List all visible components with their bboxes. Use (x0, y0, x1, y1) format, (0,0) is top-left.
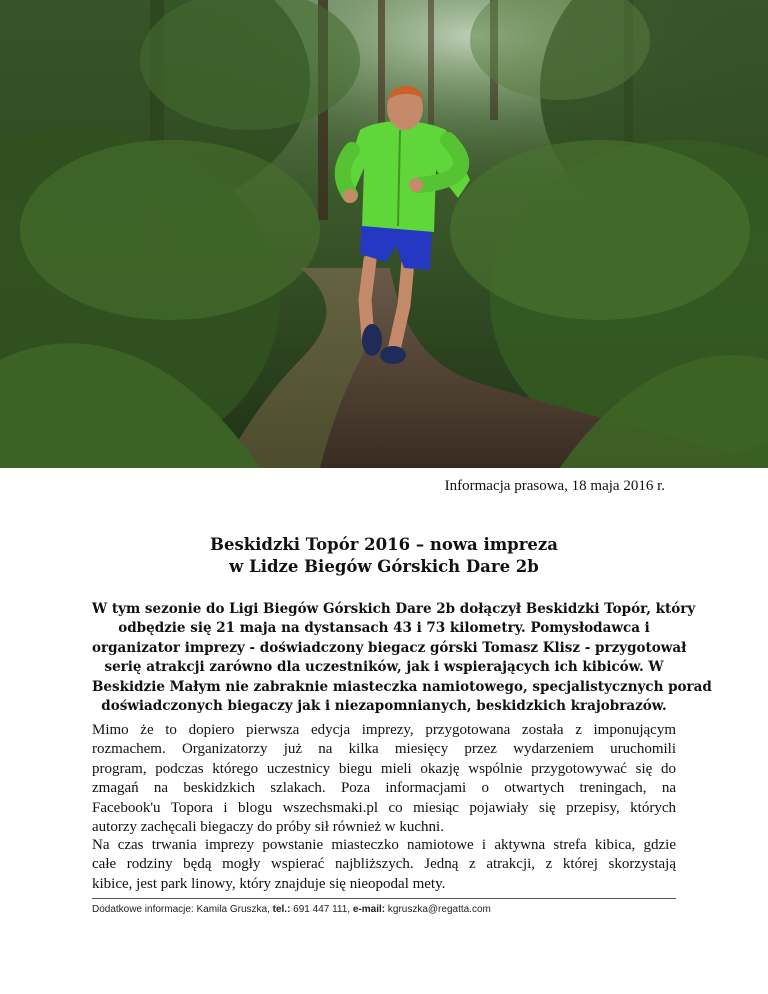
lead-line: organizator imprezy - doświadczony biegacz górski Tomasz Klisz - przygotował (92, 639, 687, 656)
lead-line: odbędzie się 21 maja na dystansach 43 i 73 kilometry. Pomysłodawca i (118, 620, 650, 637)
article-title (0, 534, 768, 578)
footer-tel-label: tel.: (272, 904, 291, 915)
contact-footer (92, 904, 682, 915)
paragraph-line: Facebook'u Topora i blogu wszechsmaki.pl co miesiąc pojawiały się przepisy, których (92, 799, 676, 816)
footer-email-label: e-mail: (352, 904, 386, 915)
title-line: Beskidzki Topór 2016 – nowa impreza (210, 535, 558, 554)
title-line: w Lidze Biegów Górskich Dare 2b (229, 557, 539, 576)
body-paragraph-1 (92, 721, 676, 837)
footer-divider (92, 898, 676, 899)
footer-email-value[interactable]: kgruszka@regatta.com (385, 904, 491, 915)
lead-line: Beskidzie Małym nie zabraknie miasteczka namiotowego, specjalistycznych porad (92, 678, 712, 695)
trail-runner-image (0, 0, 768, 468)
footer-tel-value: 691 447 111, (290, 904, 353, 915)
paragraph-line: zmagań na beskidzkich szlakach. Poza informacjami o otwartych treningach, na (92, 780, 676, 797)
lead-line: doświadczonych biegaczy jak i niezapomnianych, beskidzkich krajobrazów. (101, 698, 667, 715)
press-release-date: Informacja prasowa, 18 maja 2016 r. (444, 478, 665, 494)
paragraph-line: kibice, jest park linowy, który znajduje się nieopodal mety. (92, 875, 446, 892)
paragraph-line: autorzy zachęcali biegaczy do próby sił również w kuchni. (92, 819, 444, 836)
footer-intro: Dodatkowe informacje: Kamila Gruszka, (92, 904, 273, 915)
lead-line: serię atrakcji zarówno dla uczestników, jak i wspierających ich kibiców. W (104, 659, 664, 676)
paragraph-line: rozmachem. Organizatorzy już na kilka miesięcy przez wydarzeniem uruchomili (92, 741, 676, 758)
paragraph-line: Na czas trwania imprezy powstanie miasteczko namiotowe i aktywna strefa kibica, gdzie (92, 837, 676, 853)
lead-paragraph (92, 600, 712, 716)
body-paragraph-2 (92, 836, 676, 894)
lead-line: W tym sezonie do Ligi Biegów Górskich Dare 2b dołączył Beskidzki Topór, który (92, 601, 696, 617)
paragraph-line: Mimo że to dopiero pierwsza edycja imprezy, przygotowana została z imponującym (92, 722, 676, 738)
paragraph-line: program, podczas którego uczestnicy biegu mieli okazję wspólnie przygotowywać się do (92, 760, 676, 777)
paragraph-line: całe rodziny będą mogły wspierać najbliższych. Jedną z atrakcji, z której skorzystają (92, 856, 676, 873)
hero-photo (0, 0, 768, 468)
